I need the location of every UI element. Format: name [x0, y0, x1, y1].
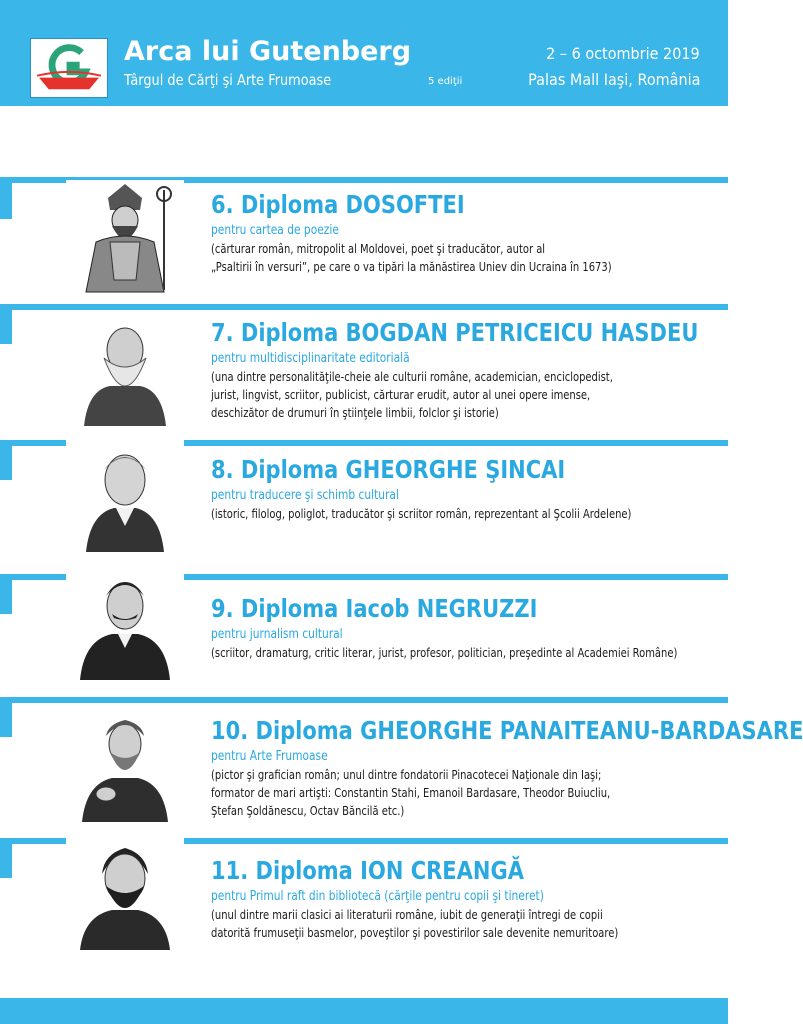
gutenberg-logo — [30, 38, 108, 98]
diploma-description-line: jurist, lingvist, scriitor, publicist, cărturar erudit, autor al unei opere imense, — [211, 388, 591, 402]
diploma-category: pentru Primul raft din bibliotecă (cărţile pentru copii şi tineret) — [211, 889, 544, 904]
divider-stripe — [0, 304, 728, 310]
diploma-title: 8. Diploma GHEORGHE ŞINCAI — [211, 455, 566, 484]
diploma-category: pentru Arte Frumoase — [211, 749, 328, 764]
diploma-description-line: (pictor şi grafician român; unul dintre fondatorii Pinacotecei Naţionale din Iaşi; — [211, 768, 602, 782]
page-title: Arca lui Gutenberg — [124, 36, 412, 67]
diploma-title: 6. Diploma DOSOFTEI — [211, 190, 465, 219]
diploma-category: pentru cartea de poezie — [211, 223, 339, 238]
header-banner — [0, 0, 728, 106]
diploma-description-line: (istoric, filolog, poliglot, traducător şi scriitor român, reprezentant al Şcolii Ardelene) — [211, 507, 632, 521]
diploma-title: 11. Diploma ION CREANGĂ — [211, 856, 524, 885]
diploma-description-line: (cărturar român, mitropolit al Moldovei, poet şi traducător, autor al — [211, 242, 546, 256]
portrait-hasdeu — [66, 314, 184, 426]
divider-stripe — [0, 697, 728, 703]
portrait-negruzzi — [66, 568, 184, 680]
diploma-category: pentru multidisciplinaritate editorială — [211, 351, 410, 366]
diploma-category: pentru jurnalism cultural — [211, 627, 343, 642]
event-venue: Palas Mall Iaşi, România — [527, 70, 700, 89]
diploma-title: 9. Diploma Iacob NEGRUZZI — [211, 594, 538, 623]
portrait-ion-creanga — [66, 838, 184, 950]
diploma-title: 10. Diploma GHEORGHE PANAITEANU-BARDASARE — [211, 716, 803, 745]
diploma-entry — [211, 856, 721, 942]
editions-label: 5 ediţii — [428, 76, 463, 87]
diploma-entry — [211, 455, 721, 523]
diploma-description-line: (una dintre personalităţile-cheie ale culturii române, academician, enciclopedist, — [211, 370, 613, 384]
diploma-description-line: formator de mari artişti: Constantin Stahi, Emanoil Bardasare, Theodor Buiucliu, — [211, 786, 611, 800]
page-subtitle: Târgul de Cărţi şi Arte Frumoase — [124, 71, 332, 89]
footer-band — [0, 998, 728, 1024]
diploma-description-line: „Psaltirii în versuri”, pe care o va tipări la mănăstirea Uniev din Ucraina în 1673) — [211, 260, 612, 274]
event-dates: 2 – 6 octombrie 2019 — [546, 44, 700, 63]
diploma-entry — [211, 594, 721, 662]
diploma-description-line: (scriitor, dramaturg, critic literar, jurist, profesor, politician, preşedinte al Academiei Române) — [211, 646, 678, 660]
portrait-panaiteanu-bardasare — [66, 710, 184, 822]
diploma-description-line: deschizător de drumuri în ştiinţele limbii, folclor şi istorie) — [211, 406, 499, 420]
diploma-title: 7. Diploma BOGDAN PETRICEICU HASDEU — [211, 318, 699, 347]
diploma-entry — [211, 318, 721, 422]
portrait-dosoftei — [66, 180, 184, 292]
side-stripe — [0, 838, 12, 878]
side-stripe — [0, 574, 12, 614]
diploma-entry — [211, 716, 803, 820]
portrait-sincai — [66, 440, 184, 552]
diploma-category: pentru traducere şi schimb cultural — [211, 488, 399, 503]
side-stripe — [0, 697, 12, 737]
diploma-entry — [211, 190, 721, 276]
side-stripe — [0, 177, 12, 219]
diploma-description-line: datorită frumuseţii basmelor, poveştilor şi povestirilor sale devenite nemuritoare) — [211, 926, 619, 940]
side-stripe — [0, 440, 12, 480]
diploma-description-line: (unul dintre marii clasici ai literaturii române, iubit de generaţii întregi de copii — [211, 908, 603, 922]
diploma-description-line: Ştefan Şoldănescu, Octav Băncilă etc.) — [211, 804, 405, 818]
side-stripe — [0, 304, 12, 344]
